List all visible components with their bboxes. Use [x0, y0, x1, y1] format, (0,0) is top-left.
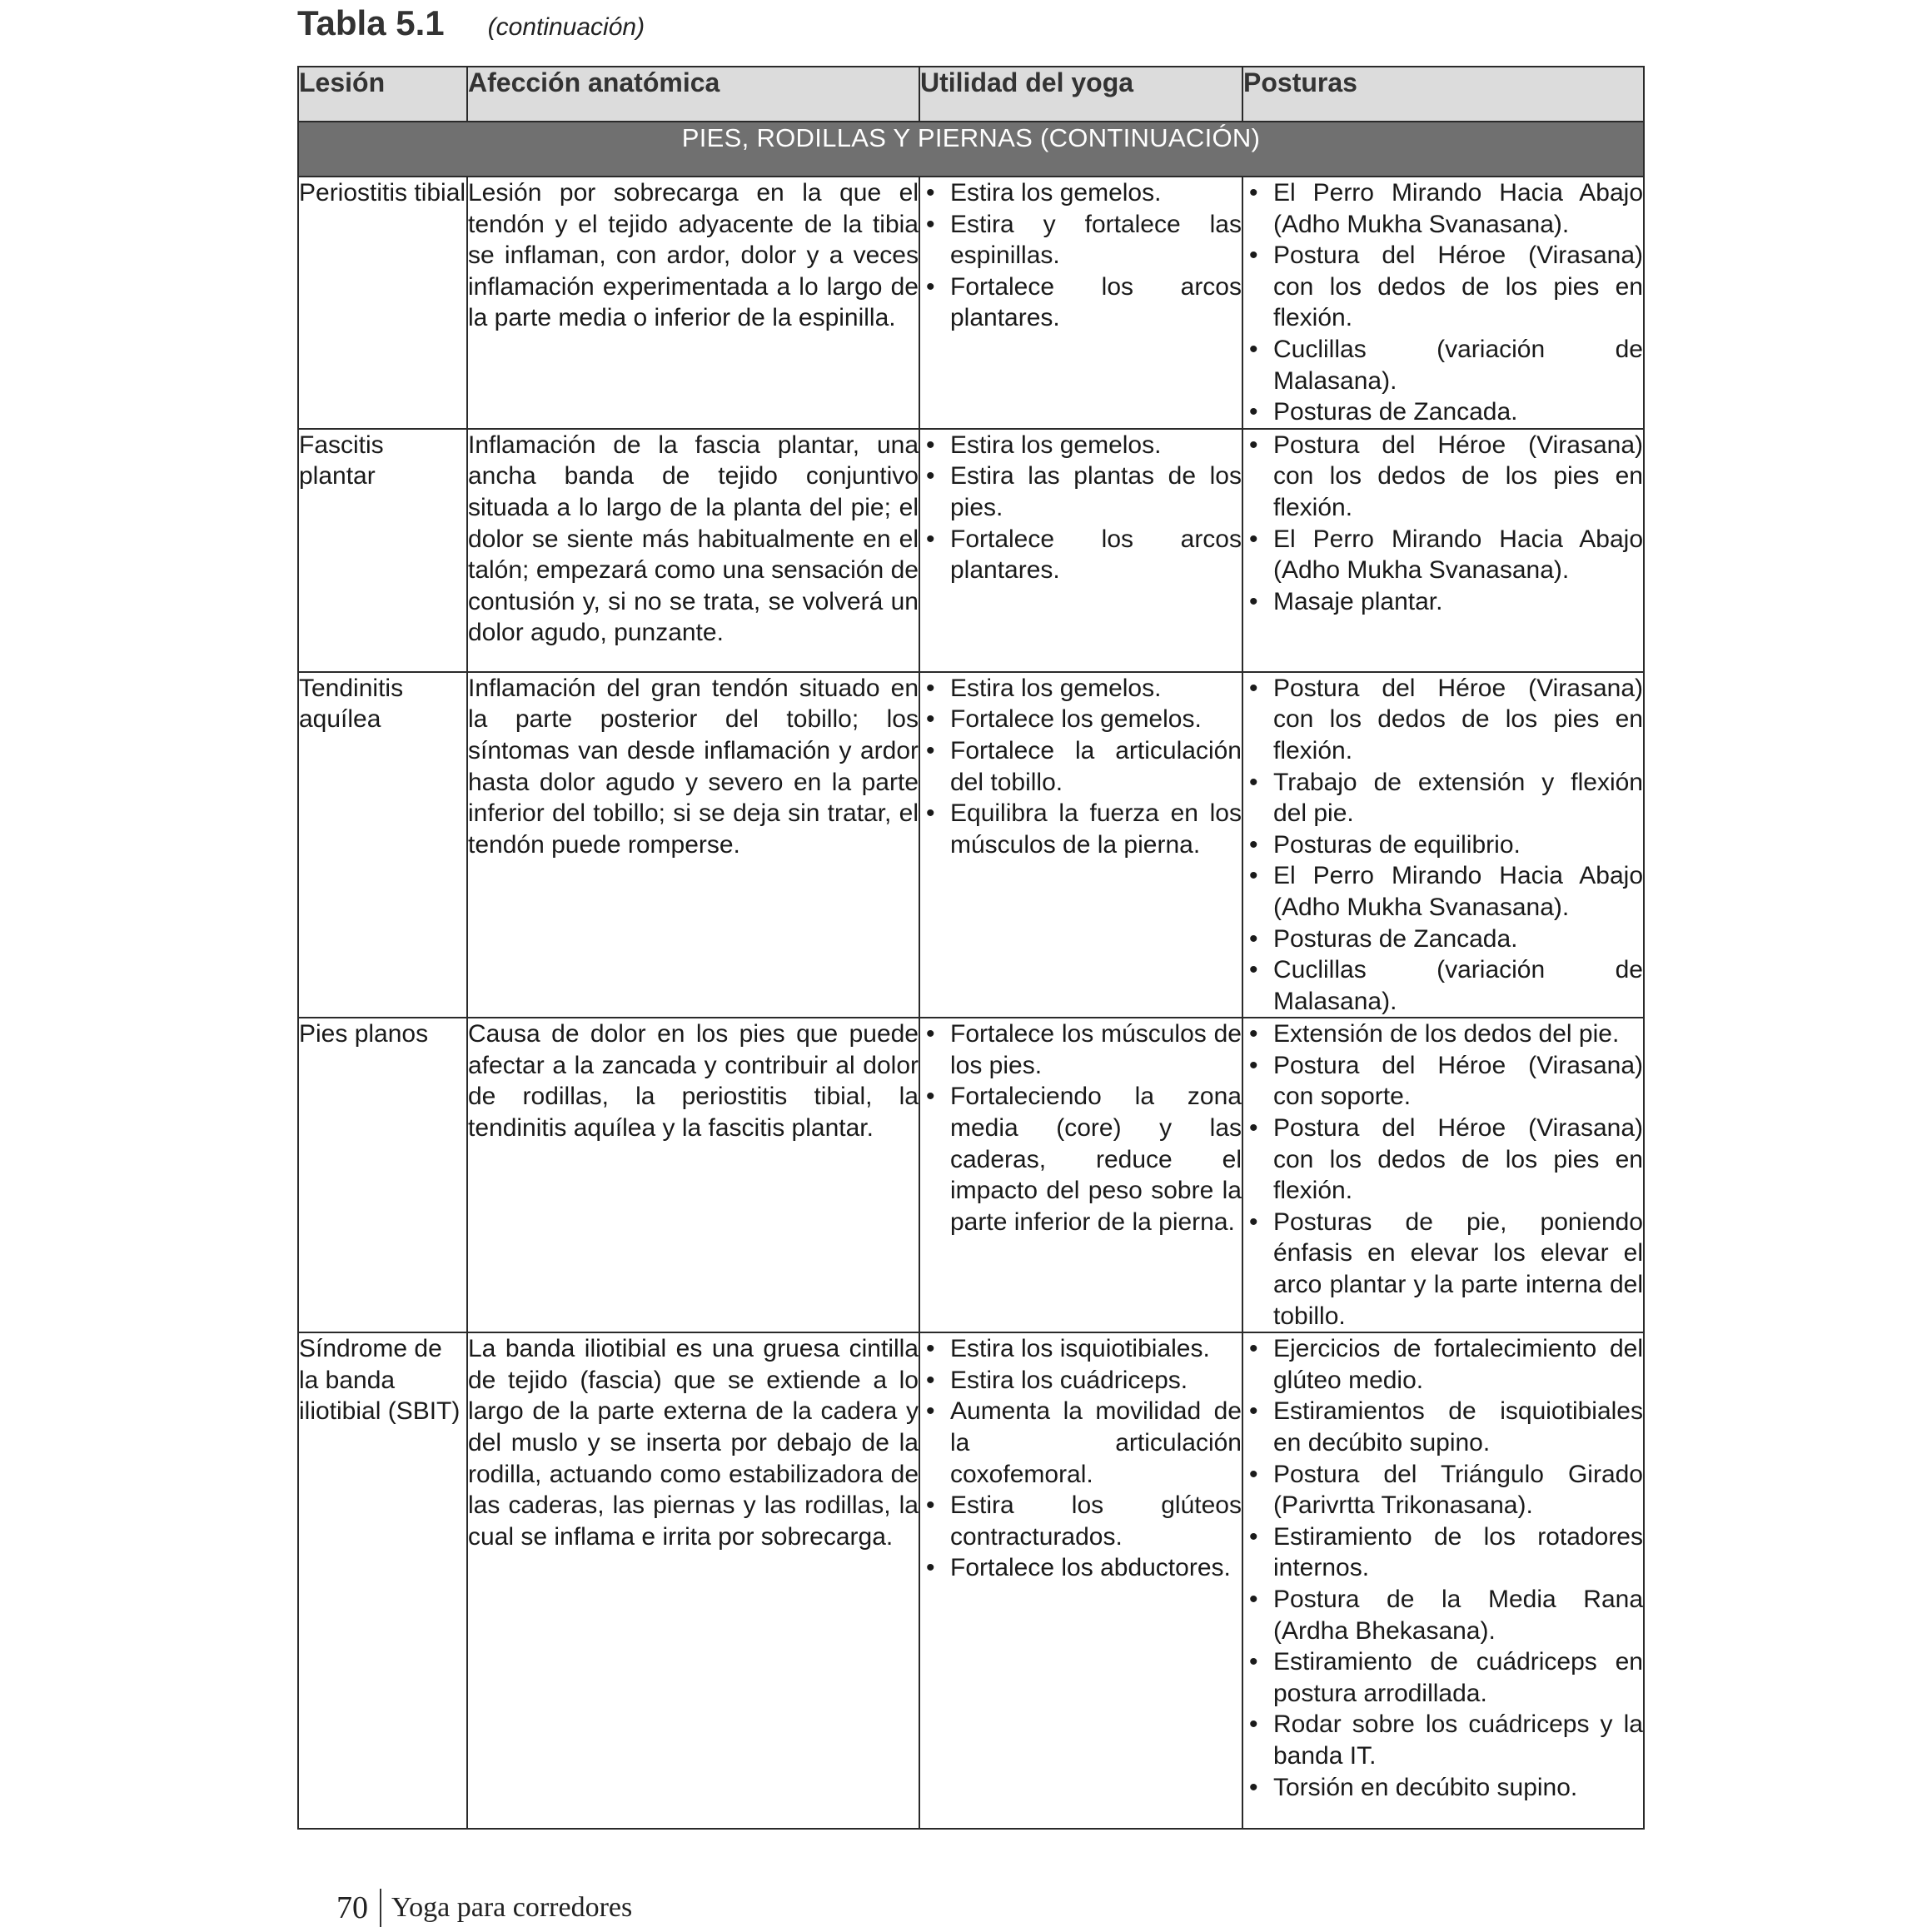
page-number: 70 — [336, 1890, 368, 1925]
header-lesion: Lesión — [298, 67, 467, 122]
section-row — [298, 122, 1644, 177]
utilidad-list — [920, 177, 1242, 334]
posturas-list — [1243, 673, 1643, 1018]
cell-posturas — [1242, 177, 1644, 429]
header-utilidad: Utilidad del yoga — [919, 67, 1242, 122]
list-item: • Fortalece la articulación del tobillo. — [920, 735, 1242, 798]
list-item: • Masaje plantar. — [1243, 586, 1643, 618]
list-item: • Estiramiento de cuádriceps en postura arrodillada. — [1243, 1646, 1643, 1709]
cell-afeccion: Inflamación de la fascia plantar, una ancha banda de tejido conjuntivo situada a lo largo de la planta del pie; el dolor se siente más habitualmente en el talón; empezará como una sensación de contusión y, si no se trata, se volverá un dolor agudo, punzante. — [467, 429, 919, 672]
list-item: • Postura del Héroe (Virasana) con los dedos de los pies en flexión. — [1243, 673, 1643, 767]
footer-divider — [380, 1889, 381, 1927]
utilidad-list — [920, 1333, 1242, 1584]
table-caption — [297, 3, 645, 50]
cell-utilidad — [919, 177, 1242, 429]
cell-afeccion: La banda iliotibial es una gruesa cintilla de tejido (fascia) que se extiende a lo largo de la parte externa de la cadera y del muslo y se inserta por debajo de la rodilla, actuando como estabilizadora de las caderas, las piernas y las rodillas, la cual se inflama e irrita por sobrecarga. — [467, 1332, 919, 1829]
list-item: • Fortalece los gemelos. — [920, 704, 1242, 735]
cell-posturas — [1242, 1018, 1644, 1332]
section-title: PIES, RODILLAS Y PIERNAS (CONTINUACIÓN) — [298, 122, 1644, 177]
cell-posturas — [1242, 429, 1644, 672]
cell-lesion: Fascitis plantar — [298, 429, 467, 672]
list-item: • El Perro Mirando Hacia Abajo (Adho Mukha Svanasana). — [1243, 524, 1643, 586]
table-row — [298, 1018, 1644, 1332]
list-item: • Postura del Héroe (Virasana) con los dedos de los pies en flexión. — [1243, 240, 1643, 334]
table-row — [298, 177, 1644, 429]
list-item: • Fortalece los arcos plantares. — [920, 271, 1242, 334]
list-item: • Posturas de Zancada. — [1243, 924, 1643, 955]
table-title: Tabla 5.1 — [297, 3, 445, 42]
utilidad-list — [920, 1018, 1242, 1237]
list-item: • Postura del Triángulo Girado (Parivrtta Trikonasana). — [1243, 1459, 1643, 1521]
cell-afeccion: Causa de dolor en los pies que puede afectar a la zancada y contribuir al dolor de rodillas, la periostitis tibial, la tendinitis aquílea y la fascitis plantar. — [467, 1018, 919, 1332]
list-item: • Fortalece los abductores. — [920, 1552, 1242, 1584]
cell-posturas — [1242, 672, 1644, 1018]
header-afeccion: Afección anatómica — [467, 67, 919, 122]
posturas-list — [1243, 430, 1643, 618]
posturas-list — [1243, 1018, 1643, 1332]
header-row — [298, 67, 1644, 122]
cell-utilidad — [919, 672, 1242, 1018]
list-item: • Postura de la Media Rana (Ardha Bhekasana). — [1243, 1584, 1643, 1646]
list-item: • Estira los cuádriceps. — [920, 1365, 1242, 1397]
list-item: • Cuclillas (variación de Malasana). — [1243, 334, 1643, 396]
list-item: • Extensión de los dedos del pie. — [1243, 1018, 1643, 1050]
list-item: • Estira los glúteos contracturados. — [920, 1490, 1242, 1552]
list-item: • Estira los gemelos. — [920, 673, 1242, 705]
list-item: • Rodar sobre los cuádriceps y la banda IT. — [1243, 1709, 1643, 1771]
list-item: • Posturas de equilibrio. — [1243, 829, 1643, 861]
list-item: • Equilibra la fuerza en los músculos de la pierna. — [920, 798, 1242, 860]
list-item: • Posturas de Zancada. — [1243, 396, 1643, 428]
cell-afeccion: Inflamación del gran tendón situado en la parte posterior del tobillo; los síntomas van desde inflamación y ardor hasta dolor agudo y severo en la parte inferior del tobillo; si se deja sin tratar, el tendón puede romperse. — [467, 672, 919, 1018]
utilidad-list — [920, 673, 1242, 861]
table-row — [298, 1332, 1644, 1829]
cell-utilidad — [919, 429, 1242, 672]
cell-lesion: Síndrome de la banda iliotibial (SBIT) — [298, 1332, 467, 1829]
list-item: • Postura del Héroe (Virasana) con los dedos de los pies en flexión. — [1243, 430, 1643, 524]
list-item: • Posturas de pie, poniendo énfasis en elevar los elevar el arco plantar y la parte interna del tobillo. — [1243, 1207, 1643, 1332]
list-item: • El Perro Mirando Hacia Abajo (Adho Mukha Svanasana). — [1243, 177, 1643, 240]
utilidad-list — [920, 430, 1242, 586]
list-item: • Ejercicios de fortalecimiento del glúteo medio. — [1243, 1333, 1643, 1396]
posturas-list — [1243, 177, 1643, 428]
book-title: Yoga para corredores — [391, 1892, 633, 1923]
cell-utilidad — [919, 1332, 1242, 1829]
list-item: • Estira los gemelos. — [920, 430, 1242, 461]
list-item: • Estiramiento de los rotadores internos. — [1243, 1521, 1643, 1584]
list-item: • Trabajo de extensión y flexión del pie. — [1243, 767, 1643, 829]
cell-utilidad — [919, 1018, 1242, 1332]
list-item: • Estira y fortalece las espinillas. — [920, 209, 1242, 271]
list-item: • Estira los isquiotibiales. — [920, 1333, 1242, 1365]
cell-afeccion: Lesión por sobrecarga en la que el tendón y el tejido adyacente de la tibia se inflaman, con ardor, dolor y a veces inflamación experimentada a lo largo de la parte media o inferior de la espinilla. — [467, 177, 919, 429]
list-item: • Aumenta la movilidad de la articulación coxofemoral. — [920, 1396, 1242, 1490]
cell-lesion: Periostitis tibial — [298, 177, 467, 429]
cell-lesion: Pies planos — [298, 1018, 467, 1332]
list-item: • Fortalece los músculos de los pies. — [920, 1018, 1242, 1081]
list-item: • El Perro Mirando Hacia Abajo (Adho Mukha Svanasana). — [1243, 860, 1643, 923]
injury-table — [297, 66, 1645, 1830]
list-item: • Postura del Héroe (Virasana) con soporte. — [1243, 1050, 1643, 1113]
table-continued-label: (continuación) — [487, 13, 645, 41]
list-item: • Torsión en decúbito supino. — [1243, 1772, 1643, 1804]
cell-lesion: Tendinitis aquílea — [298, 672, 467, 1018]
page-footer — [336, 1887, 632, 1929]
list-item: • Postura del Héroe (Virasana) con los dedos de los pies en flexión. — [1243, 1113, 1643, 1207]
list-item: • Fortaleciendo la zona media (core) y las caderas, reduce el impacto del peso sobre la parte inferior de la pierna. — [920, 1081, 1242, 1237]
list-item: • Fortalece los arcos plantares. — [920, 524, 1242, 586]
list-item: • Estira los gemelos. — [920, 177, 1242, 209]
list-item: • Cuclillas (variación de Malasana). — [1243, 954, 1643, 1017]
list-item: • Estiramientos de isquiotibiales en decúbito supino. — [1243, 1396, 1643, 1458]
cell-posturas — [1242, 1332, 1644, 1829]
table-row — [298, 672, 1644, 1018]
posturas-list — [1243, 1333, 1643, 1803]
table-row — [298, 429, 1644, 672]
list-item: • Estira las plantas de los pies. — [920, 461, 1242, 523]
header-posturas: Posturas — [1242, 67, 1644, 122]
